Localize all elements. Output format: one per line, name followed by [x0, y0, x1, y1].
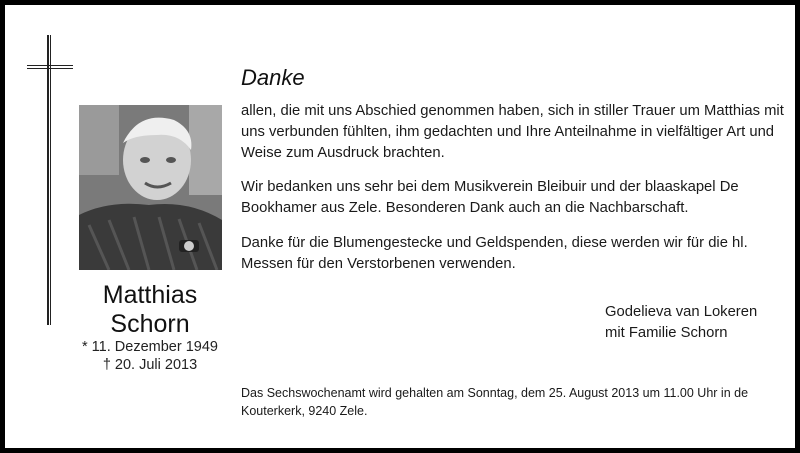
message-paragraph: allen, die mit uns Abschied genommen haben, sich in stiller Trauer um Matthias mit uns verbunden fühlten, ihm gedachten und Ihre Anteilnahme in vielfältiger Art und Weise zum Ausdruck brachten. [241, 103, 784, 161]
last-name: Schorn [110, 310, 190, 338]
message-heading: Danke [241, 65, 305, 90]
message-paragraph: Wir bedanken uns sehr bei dem Musikverein Bleibuir und der blaaskapel De Bookhamer aus Zele. Besonderen Dank auch an die Nachbarschaft. [241, 179, 739, 216]
signature-line: mit Familie Schorn [605, 325, 728, 341]
death-date: † 20. Juli 2013 [102, 357, 198, 373]
signature-line: Godelieva van Lokeren [605, 304, 758, 320]
birth-date: * 11. Dezember 1949 [82, 339, 218, 355]
message-paragraph: Danke für die Blumengestecke und Geldspenden, diese werden wir für die hl. Messen für den Verstorbenen verwenden. [241, 235, 748, 272]
portrait-photo [79, 105, 222, 270]
first-name: Matthias [102, 281, 198, 309]
footer-note: Das Sechswochenamt wird gehalten am Sonntag, dem 25. August 2013 um 11.00 Uhr in de Kouterkerk, 9240 Zele. [241, 386, 749, 418]
